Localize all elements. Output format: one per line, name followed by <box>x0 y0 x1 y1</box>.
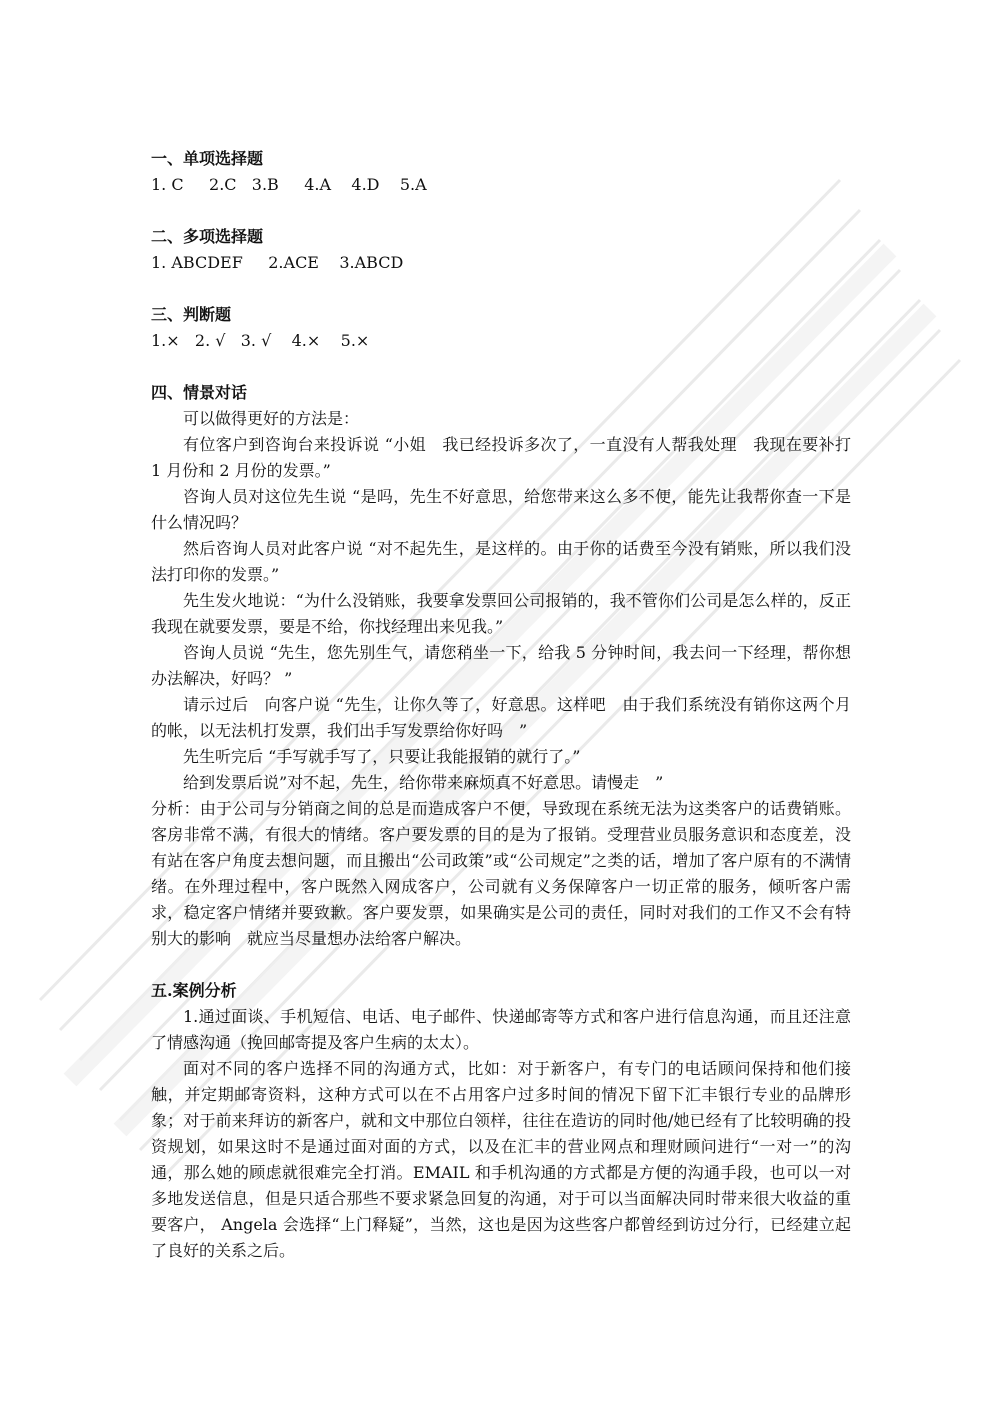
dialogue-paragraph: 咨询人员对这位先生说 “是吗，先生不好意思，给您带来这么多不便，能先让我帮你查一下是什么情况吗？ <box>151 487 851 532</box>
case-paragraph: 面对不同的客户选择不同的沟通方式，比如：对于新客户，有专门的电话顾问保持和他们接触，并定期邮寄资料，这种方式可以在不占用客户过多时间的情况下留下汇丰银行专业的品牌形象；对于前来拜访的新客户，就和文中那位白领样，往往在造访的同时他/她已经有了比较明确的投资规划，如果这时不是通过面对面的方式，以及在汇丰的营业网点和理财顾问进行“一对一”的沟通，那么她的顾虑就很难完全打消。EMAIL 和手机沟通的方式都是方便的沟通手段，也可以一对多地发送信息，但是只适合那些不要求紧急回复的沟通，对于可以当面解决同时带来很大收益的重要客户， Angela 会选择“上门释疑”，当然，这也是因为这些客户都曾经到访过分行，已经建立起了良好的关系之后。 <box>151 1059 851 1260</box>
dialogue-paragraph: 给到发票后说”对不起，先生，给你带来麻烦真不好意思。请慢走 ” <box>183 773 664 792</box>
section-true-false <box>151 302 851 354</box>
section-heading: 五.案例分析 <box>151 981 237 1000</box>
answer-line: 1. ABCDEF 2.ACE 3.ABCD <box>151 253 404 272</box>
case-paragraph: 1.通过面谈、手机短信、电话、电子邮件、快递邮寄等方式和客户进行信息沟通，而且还注意了情感沟通（挽回邮寄提及客户生病的太太）。 <box>151 1007 851 1052</box>
document-page <box>151 146 851 1290</box>
analysis-paragraph: 分析：由于公司与分销商之间的总是而造成客户不便，导致现在系统无法为这类客户的话费销账。客房非常不满，有很大的情绪。客户要发票的目的是为了报销。受理营业员服务意识和态度差，没有站在客户角度去想问题，而且搬出“公司政策”或“公司规定”之类的话，增加了客户原有的不满情绪。在外理过程中，客户既然入网成客户，公司就有义务保障客户一切正常的服务，倾听客户需求，稳定客户情绪并要致歉。客户要发票，如果确实是公司的责任，同时对我们的工作又不会有特别大的影响 就应当尽量想办法给客户解决。 <box>151 799 851 948</box>
section-heading: 三、判断题 <box>151 305 232 324</box>
section-case-analysis <box>151 978 851 1264</box>
section-dialogue <box>151 380 851 952</box>
section-heading: 四、情景对话 <box>151 383 248 402</box>
dialogue-paragraph: 咨询人员说 “先生，您先别生气，请您稍坐一下，给我 5 分钟时间，我去问一下经理，帮你想办法解决，好吗？ ” <box>151 643 851 688</box>
answer-line: 1. C 2.C 3.B 4.A 4.D 5.A <box>151 175 427 194</box>
dialogue-paragraph: 然后咨询人员对此客户说 “对不起先生，是这样的。由于你的话费至今没有销账，所以我们没法打印你的发票。” <box>151 539 851 584</box>
section-multiple-choice <box>151 224 851 276</box>
dialogue-paragraph: 先生发火地说：“为什么没销账，我要拿发票回公司报销的，我不管你们公司是怎么样的，反正我现在就要发票，要是不给，你找经理出来见我。” <box>151 591 851 636</box>
section-single-choice <box>151 146 851 198</box>
section-heading: 一、单项选择题 <box>151 149 264 168</box>
dialogue-paragraph: 可以做得更好的方法是： <box>183 409 360 428</box>
dialogue-paragraph: 有位客户到咨询台来投诉说 “小姐 我已经投诉多次了，一直没有人帮我处理 我现在要补打 1 月份和 2 月份的发票。” <box>151 435 851 480</box>
answer-line: 1.× 2. √ 3. √ 4.× 5.× <box>151 331 370 350</box>
dialogue-paragraph: 请示过后 向客户说 “先生，让你久等了，好意思。这样吧 由于我们系统没有销你这两个月的帐，以无法机打发票，我们出手写发票给你好吗 ” <box>151 695 851 740</box>
dialogue-paragraph: 先生听完后 “手写就手写了，只要让我能报销的就行了。” <box>183 747 581 766</box>
section-heading: 二、多项选择题 <box>151 227 264 246</box>
